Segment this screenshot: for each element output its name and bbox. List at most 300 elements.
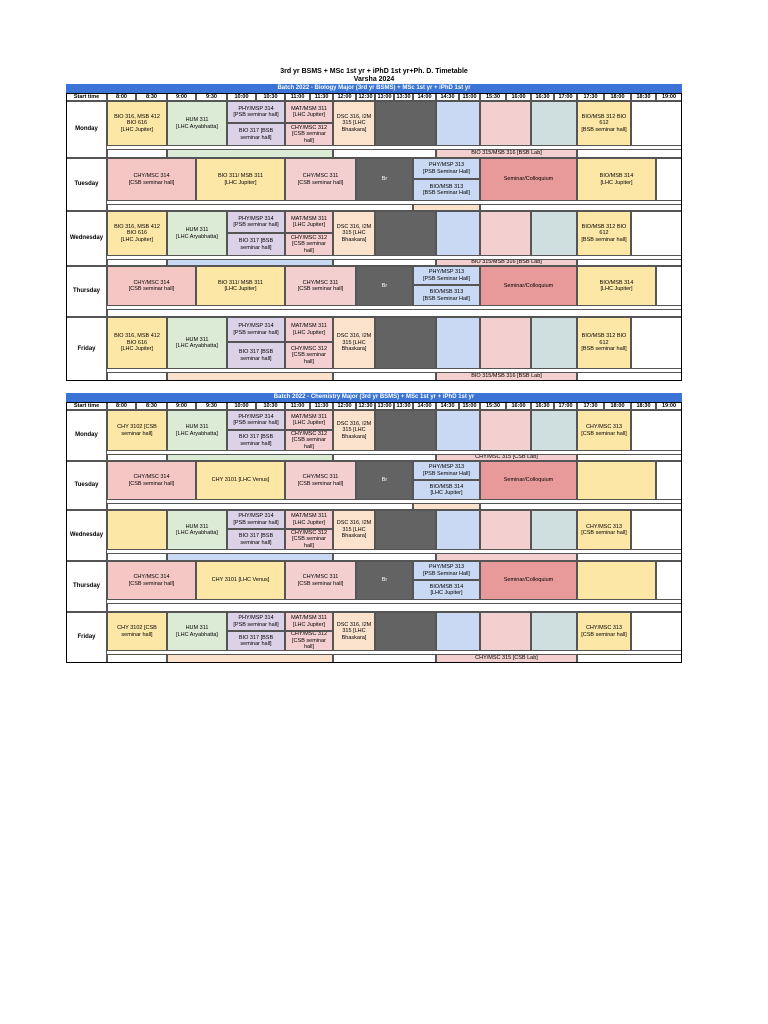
cell-text-line: PHY/MSP 313 xyxy=(428,269,465,275)
cell-text-line: CHY 3101 [LHC Venus] xyxy=(211,577,270,584)
lab-strip-cell xyxy=(480,204,682,211)
class-cell xyxy=(227,317,285,342)
empty-slot xyxy=(375,317,436,369)
start-time-header: Start time xyxy=(66,402,107,410)
cell-text-line: CHY/MSC 311 xyxy=(302,574,339,580)
class-cell xyxy=(227,631,285,651)
cell-text-line: [CSB seminar xyxy=(292,637,326,644)
class-cell xyxy=(227,430,285,451)
cell-text-line: MAT/MSM 311 xyxy=(291,105,327,112)
time-slot-header: 11:00 xyxy=(285,93,310,101)
empty-slot xyxy=(531,510,577,550)
cell-text-line: [BSB seminar hall] xyxy=(581,236,627,243)
lab-strip-cell xyxy=(436,259,577,266)
cell-text-line: [CSB seminar hall] xyxy=(297,179,344,186)
cell-text-line: CHY/MSC 312 xyxy=(290,234,328,241)
cell-text-line: [BSB Seminar Hall] xyxy=(422,190,471,196)
class-cell xyxy=(227,612,285,631)
empty-slot xyxy=(436,410,480,451)
cell-text-line: hall] xyxy=(303,443,315,450)
class-cell xyxy=(107,410,167,451)
time-slot-header: 12:00 xyxy=(333,93,356,101)
class-cell xyxy=(107,158,196,201)
lab-strip-cell xyxy=(107,454,167,461)
lab-strip-cell xyxy=(167,259,333,266)
lab-strip-cell xyxy=(413,503,480,510)
class-cell xyxy=(107,317,167,369)
time-slot-header: 11:30 xyxy=(310,402,333,410)
cell-text-line: [CSB seminar xyxy=(292,241,326,248)
empty-slot xyxy=(631,410,682,451)
class-cell xyxy=(107,211,167,256)
time-slot-header: 17:00 xyxy=(554,402,577,410)
time-slot-header: 13:00 xyxy=(375,402,394,410)
lab-strip-cell xyxy=(167,372,333,381)
cell-text-line: BIO 317 [BSB xyxy=(238,533,274,539)
time-slot-header: 9:30 xyxy=(196,402,227,410)
cell-text-line: Br xyxy=(381,477,388,484)
class-cell xyxy=(285,233,333,256)
class-cell xyxy=(333,612,375,651)
lab-strip-cell xyxy=(107,372,167,381)
time-slot-header: 10:30 xyxy=(256,93,285,101)
day-label: Friday xyxy=(66,317,107,381)
class-cell xyxy=(285,123,333,146)
cell-text-line: CHY/MSC 312 xyxy=(290,430,328,437)
class-cell xyxy=(196,461,285,500)
class-cell xyxy=(333,101,375,146)
class-cell xyxy=(227,233,285,256)
time-slot-header: 16:30 xyxy=(531,402,554,410)
cell-text-line: [CSB seminar hall] xyxy=(128,480,175,487)
time-slot-header: 11:30 xyxy=(310,93,333,101)
time-slot-header: 9:30 xyxy=(196,93,227,101)
cell-text-line: [CSB seminar hall] xyxy=(128,286,175,292)
time-slot-header: 12:00 xyxy=(333,402,356,410)
cell-text-line: PHY/MSP 314 xyxy=(238,323,274,329)
empty-slot xyxy=(436,317,480,369)
cell-text-line: seminar hall] xyxy=(240,134,272,141)
cell-text-line: CHY/MSC 314 xyxy=(133,173,170,179)
cell-text-line: CHY/MSC 312 xyxy=(290,345,328,352)
class-cell xyxy=(285,430,333,451)
lab-strip-cell xyxy=(167,149,333,158)
empty-slot xyxy=(656,461,682,500)
cell-text-line: PHY/MSP 314 xyxy=(238,105,274,112)
empty-slot xyxy=(375,410,436,451)
cell-text-line: MAT/MSM 311 xyxy=(291,413,327,420)
class-cell xyxy=(577,612,631,651)
cell-text-line: Bhaskara] xyxy=(341,236,367,243)
cell-text-line: PHY/MSP 314 xyxy=(238,215,274,222)
class-cell xyxy=(285,211,333,233)
time-slot-header: 14:00 xyxy=(413,93,436,101)
day-label: Friday xyxy=(66,612,107,663)
lab-strip-cell xyxy=(107,204,413,211)
time-slot-header: 19:00 xyxy=(656,93,682,101)
time-slot-header: 18:30 xyxy=(631,93,656,101)
cell-text-line: BIO 311/ MSB 311 xyxy=(217,279,264,286)
lab-strip-cell xyxy=(436,149,577,158)
cell-text-line: Bhaskara] xyxy=(341,533,367,540)
cell-text-line: PHY/MSP 314 xyxy=(238,615,274,621)
cell-text-line: Bhaskara] xyxy=(341,346,367,353)
cell-text-line: CHY/MSC 311 xyxy=(302,173,339,179)
cell-text-line: [PSB seminar hall] xyxy=(233,621,279,628)
empty-slot xyxy=(577,461,656,500)
class-cell xyxy=(577,510,631,550)
day-label: Thursday xyxy=(66,561,107,612)
cell-text-line: CHY/MSC 311 xyxy=(302,474,339,480)
cell-text-line: [LHC Aryabhatta] xyxy=(176,343,218,349)
cell-text-line: CHY 3102 [CSB xyxy=(117,625,157,631)
cell-text-line: CHY/MSC 315 [CSB Lab] xyxy=(475,454,538,461)
cell-text-line: seminar hall] xyxy=(240,641,272,647)
cell-text-line: PHY/MSP 314 xyxy=(238,513,274,519)
empty-slot xyxy=(436,612,480,651)
lab-strip-cell xyxy=(107,654,167,663)
cell-text-line: Br xyxy=(381,282,388,289)
empty-slot xyxy=(436,101,480,146)
time-slot-header: 15:00 xyxy=(459,93,480,101)
cell-text-line: [LHC Jupiter] xyxy=(120,126,154,133)
table-banner: Batch 2022 - Biology Major (3rd yr BSMS) + MSc 1st yr + iPhD 1st yr xyxy=(66,84,682,93)
time-slot-header: 13:30 xyxy=(394,402,413,410)
time-slot-header: 12:30 xyxy=(356,93,375,101)
cell-text-line: [PSB seminar hall] xyxy=(233,112,279,118)
cell-text-line: BIO/MSB 314 xyxy=(429,583,464,590)
class-cell xyxy=(333,317,375,369)
time-slot-header: 19:00 xyxy=(656,402,682,410)
cell-text-line: MAT/MSM 311 xyxy=(291,215,327,222)
cell-text-line: [PSB seminar hall] xyxy=(233,329,279,336)
cell-text-line: BIO 315/MSB 316 [BSB Lab] xyxy=(471,373,542,380)
class-cell xyxy=(413,158,480,179)
time-slot-header: 8:30 xyxy=(136,93,167,101)
cell-text-line: HUM 311 xyxy=(185,117,209,123)
cell-text-line: BIO 317 [BSB xyxy=(238,128,274,134)
lab-strip-cell xyxy=(577,553,682,561)
cell-text-line: [CSB seminar hall] xyxy=(581,530,627,536)
cell-text-line: hall] xyxy=(303,137,315,144)
day-label: Monday xyxy=(66,410,107,461)
cell-text-line: PHY/MSP 313 xyxy=(428,464,465,470)
empty-slot xyxy=(531,410,577,451)
cell-text-line: [CSB seminar hall] xyxy=(128,580,175,587)
class-cell xyxy=(333,510,375,550)
class-cell xyxy=(413,266,480,285)
lab-strip-cell xyxy=(167,553,333,561)
day-label: Tuesday xyxy=(66,461,107,510)
class-cell xyxy=(107,461,196,500)
empty-slot xyxy=(480,510,531,550)
cell-text-line: CHY/MSC 312 xyxy=(290,631,328,638)
cell-text-line: [CSB seminar hall] xyxy=(297,286,344,292)
lab-strip-cell xyxy=(333,454,436,461)
class-cell xyxy=(413,561,480,580)
cell-text-line: BIO/MSB 312 BIO xyxy=(581,223,627,230)
cell-text-line: 315 [LHC xyxy=(342,120,366,127)
cell-text-line: [PSB Seminar Hall] xyxy=(422,570,471,577)
cell-text-line: hall] xyxy=(303,247,315,254)
class-cell xyxy=(413,480,480,500)
cell-text-line: [CSB seminar hall] xyxy=(128,179,175,186)
cell-text-line: 315 [LHC xyxy=(342,427,366,434)
lab-strip-cell xyxy=(107,603,682,612)
empty-slot xyxy=(436,510,480,550)
class-cell xyxy=(227,410,285,430)
cell-text-line: BIO 616 xyxy=(126,339,148,346)
cell-text-line: 612 xyxy=(599,339,609,346)
class-cell xyxy=(167,101,227,146)
time-slot-header: 13:00 xyxy=(375,93,394,101)
empty-slot xyxy=(631,211,682,256)
start-time-header: Start time xyxy=(66,93,107,101)
empty-slot xyxy=(631,510,682,550)
cell-text-line: 315 [LHC xyxy=(342,339,366,346)
cell-text-line: BIO 315/MSB 316 [BSB Lab] xyxy=(471,150,542,157)
empty-slot xyxy=(656,561,682,600)
lab-strip-cell xyxy=(333,553,436,561)
cell-text-line: [CSB seminar hall] xyxy=(581,631,627,638)
class-cell xyxy=(285,342,333,369)
class-cell xyxy=(227,342,285,369)
class-cell xyxy=(285,266,356,306)
cell-text-line: HUM 311 xyxy=(185,336,209,343)
cell-text-line: BIO/MSB 314 xyxy=(599,279,634,286)
time-slot-header: 11:00 xyxy=(285,402,310,410)
cell-text-line: HUM 311 xyxy=(185,424,209,430)
class-cell xyxy=(167,410,227,451)
class-cell xyxy=(196,158,285,201)
day-label: Wednesday xyxy=(66,211,107,266)
cell-text-line: BIO 316, MSB 412 xyxy=(114,333,160,340)
cell-text-line: BIO 317 [BSB xyxy=(238,349,274,355)
lab-strip-cell xyxy=(107,259,167,266)
empty-slot xyxy=(656,158,682,201)
time-slot-header: 17:00 xyxy=(554,93,577,101)
class-cell xyxy=(577,158,656,201)
class-cell xyxy=(285,631,333,651)
lab-strip-cell xyxy=(107,309,682,317)
lab-strip-cell xyxy=(333,149,436,158)
class-cell xyxy=(285,561,356,600)
empty-slot xyxy=(531,317,577,369)
cell-text-line: seminar hall] xyxy=(240,539,272,546)
lab-strip-cell xyxy=(333,259,436,266)
time-slot-header: 8:30 xyxy=(136,402,167,410)
time-slot-header: 14:00 xyxy=(413,402,436,410)
cell-text-line: [LHC Jupiter] xyxy=(292,420,326,426)
class-cell xyxy=(167,612,227,651)
class-cell xyxy=(413,461,480,480)
empty-slot xyxy=(480,612,531,651)
cell-text-line: DSC 316, I2M xyxy=(336,621,372,628)
empty-slot xyxy=(631,317,682,369)
cell-text-line: [LHC Jupiter] xyxy=(292,519,326,526)
class-cell xyxy=(577,410,631,451)
time-slot-header: 8:00 xyxy=(107,93,136,101)
cell-text-line: [LHC Aryabhatta] xyxy=(176,631,218,638)
cell-text-line: DSC 316, I2M xyxy=(336,113,372,120)
time-slot-header: 12:30 xyxy=(356,402,375,410)
cell-text-line: CHY/MSC 314 xyxy=(133,474,170,480)
class-cell xyxy=(285,158,356,201)
cell-text-line: MAT/MSM 311 xyxy=(291,323,327,329)
class-cell xyxy=(285,510,333,529)
cell-text-line: HUM 311 xyxy=(185,523,209,530)
cell-text-line: 612 xyxy=(599,120,609,127)
class-cell xyxy=(356,158,413,201)
class-cell xyxy=(227,211,285,233)
time-slot-header: 9:00 xyxy=(167,402,196,410)
empty-slot xyxy=(577,561,656,600)
cell-text-line: [CSB seminar xyxy=(292,536,326,543)
term-subtitle: Varsha 2024 xyxy=(353,76,395,83)
cell-text-line: 315 [LHC xyxy=(342,628,366,635)
day-label: Monday xyxy=(66,101,107,158)
cell-text-line: PHY/MSP 313 xyxy=(428,564,465,570)
time-slot-header: 16:30 xyxy=(531,93,554,101)
cell-text-line: [LHC Jupiter] xyxy=(120,346,154,353)
lab-strip-cell xyxy=(577,654,682,663)
class-cell xyxy=(107,561,196,600)
timetable-title: 3rd yr BSMS + MSc 1st yr + iPhD 1st yr+Ph. D. Timetable xyxy=(280,68,468,75)
cell-text-line: BIO 317 [BSB xyxy=(238,634,274,641)
cell-text-line: HUM 311 xyxy=(185,227,209,233)
cell-text-line: Seminar/Colloquium xyxy=(503,282,554,289)
class-cell xyxy=(480,158,577,201)
time-slot-header: 13:30 xyxy=(394,93,413,101)
day-label: Tuesday xyxy=(66,158,107,211)
class-cell xyxy=(285,101,333,123)
cell-text-line: seminar hall] xyxy=(240,440,272,447)
cell-text-line: [LHC Jupiter] xyxy=(292,329,326,336)
cell-text-line: BIO/MSB 312 BIO xyxy=(581,113,627,120)
lab-strip-cell xyxy=(436,372,577,381)
time-slot-header: 18:00 xyxy=(604,402,631,410)
time-slot-header: 17:30 xyxy=(577,402,604,410)
time-slot-header: 10:00 xyxy=(227,93,256,101)
time-slot-header: 15:30 xyxy=(480,402,506,410)
empty-slot xyxy=(375,101,436,146)
empty-slot xyxy=(480,410,531,451)
cell-text-line: [LHC Jupiter] xyxy=(430,590,463,596)
cell-text-line: [LHC Jupiter] xyxy=(120,236,154,243)
class-cell xyxy=(413,179,480,201)
cell-text-line: BIO/MSB 314 xyxy=(429,483,464,490)
cell-text-line: [PSB seminar hall] xyxy=(233,519,279,526)
cell-text-line: BIO/MSB 314 xyxy=(599,173,634,179)
cell-text-line: [BSB Seminar Hall] xyxy=(422,295,471,302)
cell-text-line: PHY/MSP 313 xyxy=(428,162,465,168)
cell-text-line: DSC 316, I2M xyxy=(336,520,372,527)
class-cell xyxy=(107,266,196,306)
cell-text-line: [LHC Jupiter] xyxy=(600,286,633,292)
cell-text-line: [BSB seminar hall] xyxy=(581,126,627,133)
cell-text-line: BIO/MSB 313 xyxy=(429,289,464,295)
cell-text-line: [LHC Jupiter] xyxy=(600,179,633,186)
cell-text-line: 315 [LHC xyxy=(342,526,366,533)
class-cell xyxy=(356,561,413,600)
cell-text-line: [PSB Seminar Hall] xyxy=(422,470,471,477)
cell-text-line: seminar hall] xyxy=(240,244,272,251)
class-cell xyxy=(480,561,577,600)
cell-text-line: [LHC Aryabhatta] xyxy=(176,530,218,536)
empty-slot xyxy=(631,612,682,651)
class-cell xyxy=(356,461,413,500)
cell-text-line: Bhaskara] xyxy=(341,126,367,133)
class-cell xyxy=(196,266,285,306)
time-slot-header: 10:30 xyxy=(256,402,285,410)
cell-text-line: CHY/MSC 314 xyxy=(133,279,170,286)
cell-text-line: Seminar/Colloquium xyxy=(503,477,554,484)
cell-text-line: CHY/MSC 315 [CSB Lab] xyxy=(475,655,538,662)
cell-text-line: [LHC Jupiter] xyxy=(224,179,257,186)
class-cell xyxy=(167,211,227,256)
cell-text-line: 612 xyxy=(599,230,609,237)
empty-slot xyxy=(375,612,436,651)
empty-slot xyxy=(531,101,577,146)
cell-text-line: [PSB seminar hall] xyxy=(233,420,279,426)
cell-text-line: CHY/MSC 313 xyxy=(585,625,623,631)
lab-strip-cell xyxy=(436,553,577,561)
cell-text-line: Br xyxy=(381,577,388,584)
class-cell xyxy=(413,580,480,600)
cell-text-line: CHY/MSC 314 xyxy=(133,574,170,580)
cell-text-line: BIO/MSB 313 xyxy=(429,183,464,190)
cell-text-line: 315 [LHC xyxy=(342,230,366,237)
cell-text-line: Bhaskara] xyxy=(341,634,367,641)
cell-text-line: [LHC Aryabhatta] xyxy=(176,233,218,240)
lab-strip-cell xyxy=(107,503,413,510)
cell-text-line: [LHC Jupiter] xyxy=(430,490,463,496)
class-cell xyxy=(577,317,631,369)
class-cell xyxy=(227,123,285,146)
cell-text-line: BIO 315/MSB 316 [BSB Lab] xyxy=(471,259,542,266)
cell-text-line: BIO 317 [BSB xyxy=(238,238,274,244)
class-cell xyxy=(285,612,333,631)
cell-text-line: hall] xyxy=(303,542,315,549)
cell-text-line: [CSB seminar xyxy=(292,437,326,444)
class-cell xyxy=(356,266,413,306)
cell-text-line: Bhaskara] xyxy=(341,433,367,440)
lab-strip-cell xyxy=(333,654,436,663)
cell-text-line: CHY/MSC 313 xyxy=(585,424,623,430)
time-slot-header: 15:30 xyxy=(480,93,506,101)
class-cell xyxy=(577,266,656,306)
lab-strip-cell xyxy=(333,372,436,381)
cell-text-line: [LHC Aryabhatta] xyxy=(176,123,218,130)
cell-text-line: hall] xyxy=(303,358,315,365)
cell-text-line: [PSB seminar hall] xyxy=(233,222,279,228)
cell-text-line: CHY/MSC 311 xyxy=(302,279,339,286)
class-cell xyxy=(285,317,333,342)
empty-slot xyxy=(436,211,480,256)
cell-text-line: Seminar/Colloquium xyxy=(503,577,554,584)
cell-text-line: DSC 316, I2M xyxy=(336,420,372,427)
cell-text-line: BIO/MSB 312 BIO xyxy=(581,333,627,340)
cell-text-line: DSC 316, I2M xyxy=(336,333,372,340)
lab-strip-cell xyxy=(480,503,682,510)
class-cell xyxy=(577,101,631,146)
empty-slot xyxy=(531,211,577,256)
day-label: Thursday xyxy=(66,266,107,317)
time-slot-header: 9:00 xyxy=(167,93,196,101)
cell-text-line: [CSB seminar xyxy=(292,131,326,138)
cell-text-line: HUM 311 xyxy=(185,625,209,631)
empty-slot xyxy=(531,612,577,651)
